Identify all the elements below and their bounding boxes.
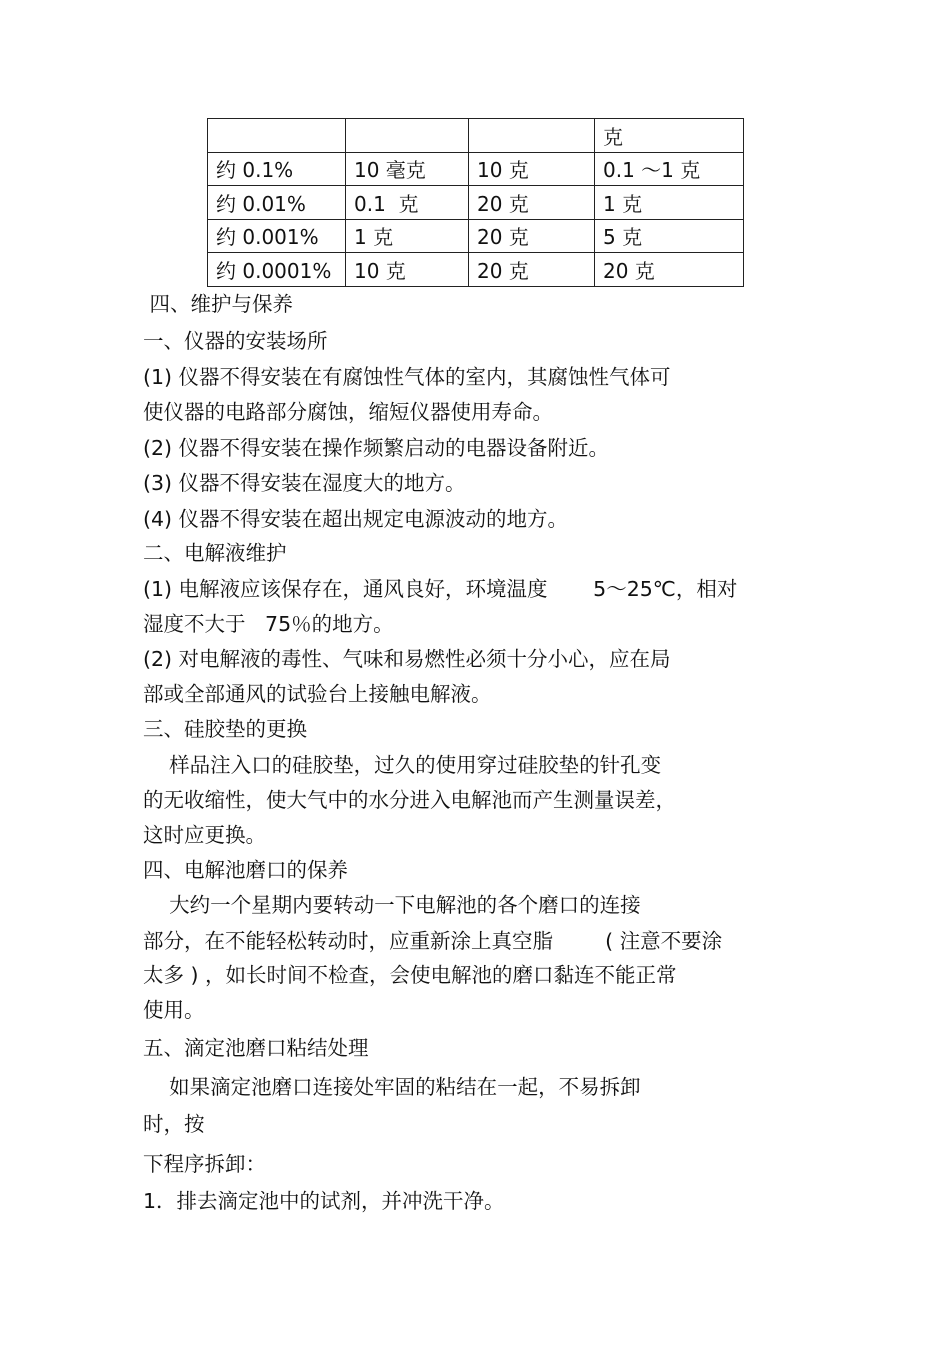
- paragraph-line: (3) 仪器不得安装在湿度大的地方。: [143, 471, 466, 495]
- table-cell: [208, 119, 346, 153]
- table-cell: 克: [595, 119, 744, 153]
- table-cell: 20 克: [595, 253, 744, 287]
- table-cell: 5 克: [595, 219, 744, 253]
- table-cell: 约 0.01%: [208, 186, 346, 220]
- paragraph-line: 的无收缩性，使大气中的水分进入电解池而产生测量误差，: [143, 788, 676, 812]
- subsection-heading: 五、滴定池磨口粘结处理: [143, 1036, 369, 1060]
- table-cell: 10 毫克: [346, 152, 469, 186]
- table-cell: 约 0.0001%: [208, 253, 346, 287]
- table-cell: 20 克: [469, 253, 595, 287]
- paragraph-line: (2) 对电解液的毒性、气味和易燃性必须十分小心，应在局: [143, 647, 671, 671]
- subsection-heading: 三、硅胶垫的更换: [143, 717, 307, 741]
- paragraph-line: 部或全部通风的试验台上接触电解液。: [143, 682, 492, 706]
- table-cell: 20 克: [469, 186, 595, 220]
- table-cell: 1 克: [595, 186, 744, 220]
- paragraph-line: 时，按: [143, 1112, 205, 1136]
- paragraph-line: 下程序拆卸：: [143, 1152, 266, 1176]
- table-row: [208, 186, 744, 220]
- sensitivity-table: [207, 118, 744, 287]
- paragraph-line: 样品注入口的硅胶垫，过久的使用穿过硅胶垫的针孔变: [143, 753, 662, 777]
- paragraph-line: 使用。: [143, 998, 205, 1022]
- table-cell: [346, 119, 469, 153]
- paragraph-line: (2) 仪器不得安装在操作频繁启动的电器设备附近。: [143, 436, 610, 460]
- table-cell: 10 克: [346, 253, 469, 287]
- table-cell: 1 克: [346, 219, 469, 253]
- table-cell: 约 0.001%: [208, 219, 346, 253]
- paragraph-line: (1) 电解液应该保存在，通风良好，环境温度 5～25℃，相对: [143, 577, 738, 601]
- paragraph-line: 使仪器的电路部分腐蚀，缩短仪器使用寿命。: [143, 400, 553, 424]
- paragraph-line: (4) 仪器不得安装在超出规定电源波动的地方。: [143, 507, 569, 531]
- subsection-heading: 一、仪器的安装场所: [143, 329, 328, 353]
- subsection-heading: 四、电解池磨口的保养: [143, 858, 348, 882]
- table-row: [208, 219, 744, 253]
- paragraph-line: 湿度不大于 75％的地方。: [143, 612, 394, 636]
- table-row: [208, 152, 744, 186]
- table-cell: 约 0.1%: [208, 152, 346, 186]
- paragraph-line: 这时应更换。: [143, 823, 266, 847]
- table-row: [208, 119, 744, 153]
- table-cell: 20 克: [469, 219, 595, 253]
- table-cell: 0.1 ～1 克: [595, 152, 744, 186]
- table-row: [208, 253, 744, 287]
- paragraph-line: (1) 仪器不得安装在有腐蚀性气体的室内，其腐蚀性气体可: [143, 365, 671, 389]
- table-cell: 10 克: [469, 152, 595, 186]
- paragraph-line: 1．排去滴定池中的试剂，并冲洗干净。: [143, 1189, 505, 1213]
- paragraph-line: 如果滴定池磨口连接处牢固的粘结在一起，不易拆卸: [143, 1075, 641, 1099]
- paragraph-line: 太多 ) ，如长时间不检查，会使电解池的磨口黏连不能正常: [143, 963, 677, 987]
- section-heading: 四、维护与保养: [143, 292, 294, 316]
- subsection-heading: 二、电解液维护: [143, 541, 287, 565]
- table-cell: 0.1 克: [346, 186, 469, 220]
- paragraph-line: 大约一个星期内要转动一下电解池的各个磨口的连接: [143, 893, 641, 917]
- paragraph-line: 部分，在不能轻松转动时，应重新涂上真空脂 ( 注意不要涂: [143, 929, 723, 953]
- table-cell: [469, 119, 595, 153]
